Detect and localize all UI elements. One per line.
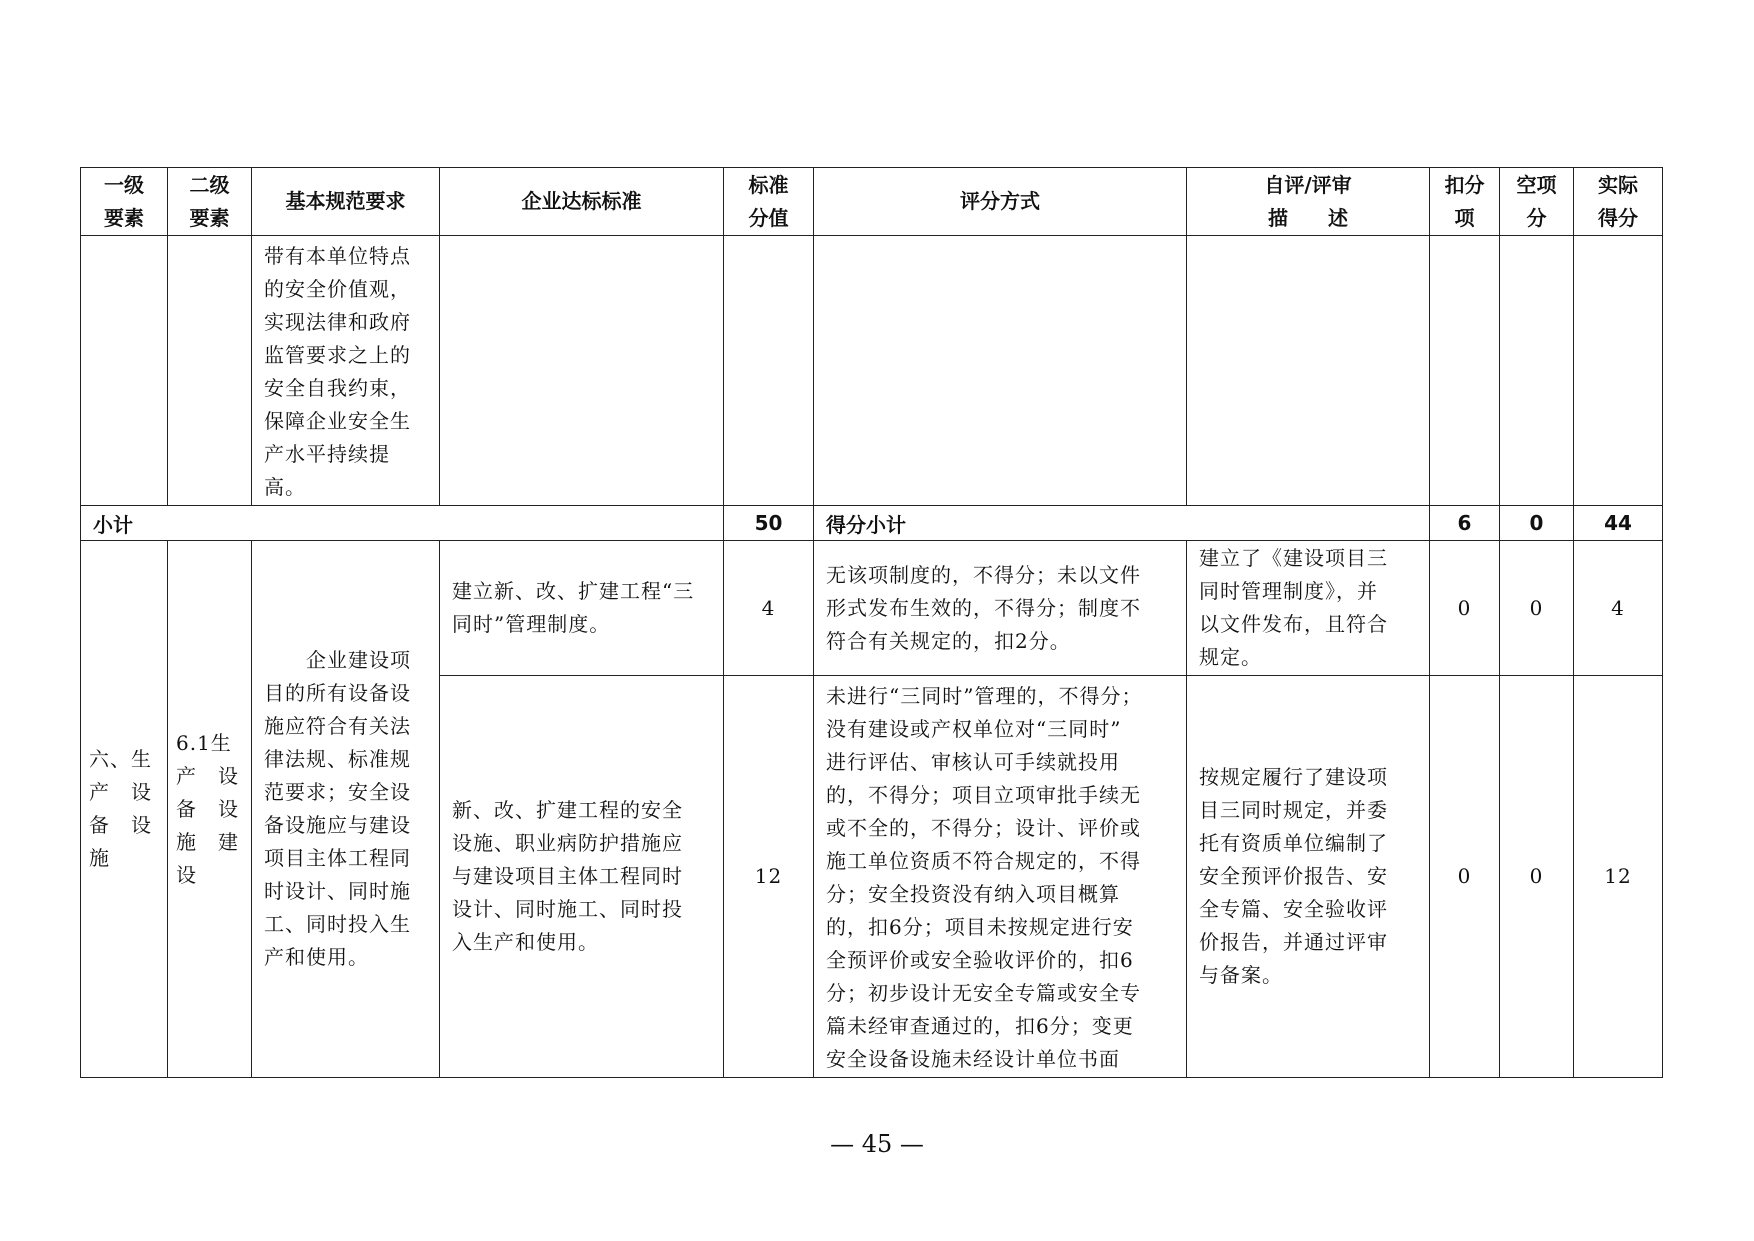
deduct-value: 0: [1430, 676, 1500, 1078]
subtotal-standard-score: 50: [724, 506, 814, 541]
continued-standard-score: [724, 236, 814, 506]
standard-score-value: 4: [724, 541, 814, 676]
header-enterprise-standard: 企业达标标准: [440, 168, 724, 236]
continued-level1: [81, 236, 168, 506]
deduct-value: 0: [1430, 541, 1500, 676]
scoring-method-text: 未进行“三同时”管理的，不得分； 没有建设或产权单位对“三同时” 进行评估、审核认可手续就投用 的，不得分；项目立项审批手续无 或不全的，不得分；设计、评价或 施工单位资质不符合规定的，不得 分；安全投资没有纳入项目概算 的，扣6分；项目未按规定进行安 全预评价或安全验收评价的，扣6 分；初步设计无安全专篇或安全专 篇未经审查通过的，扣6分；变更 安全设备设施未经设计单位书面: [814, 676, 1187, 1078]
page-number: — 45 —: [830, 1130, 924, 1158]
level1-element: 六、生 产 设 备 设 施: [81, 541, 168, 1078]
continued-basic-requirement: 带有本单位特点 的安全价值观， 实现法律和政府 监管要求之上的 安全自我约束， 保障企业安全生 产水平持续提 高。: [252, 236, 440, 506]
subtotal-row: [81, 506, 1663, 541]
header-empty-item: 空项 分: [1500, 168, 1574, 236]
header-standard-score: 标准 分值: [724, 168, 814, 236]
header-basic-requirement: 基本规范要求: [252, 168, 440, 236]
header-self-review: 自评/评审 描 述: [1187, 168, 1430, 236]
subtotal-deduct: 6: [1430, 506, 1500, 541]
enterprise-standard-text: 建立新、改、扩建工程“三 同时”管理制度。: [440, 541, 724, 676]
table-row: [81, 541, 1663, 676]
header-deduct: 扣分 项: [1430, 168, 1500, 236]
continued-empty: [1500, 236, 1574, 506]
continued-actual: [1574, 236, 1663, 506]
basic-requirement-text: 企业建设项 目的所有设备设 施应符合有关法 律法规、标准规 范要求；安全设 备设施应与建设 项目主体工程同 时设计、同时施 工、同时投入生 产和使用。: [252, 541, 440, 1078]
continued-self-review: [1187, 236, 1430, 506]
actual-score-value: 12: [1574, 676, 1663, 1078]
self-review-text: 建立了《建设项目三 同时管理制度》，并 以文件发布，且符合 规定。: [1187, 541, 1430, 676]
subtotal-scoring-label: 得分小计: [814, 506, 1430, 541]
header-level1: 一级 要素: [81, 168, 168, 236]
scoring-method-text: 无该项制度的，不得分；未以文件 形式发布生效的，不得分；制度不 符合有关规定的，扣2分。: [814, 541, 1187, 676]
header-actual-score: 实际 得分: [1574, 168, 1663, 236]
empty-value: 0: [1500, 676, 1574, 1078]
self-review-text: 按规定履行了建设项 目三同时规定，并委 托有资质单位编制了 安全预评价报告、安 全专篇、安全验收评 价报告，并通过评审 与备案。: [1187, 676, 1430, 1078]
subtotal-label: 小计: [81, 506, 724, 541]
subtotal-empty: 0: [1500, 506, 1574, 541]
header-scoring-method: 评分方式: [814, 168, 1187, 236]
continued-level2: [168, 236, 252, 506]
standard-score-value: 12: [724, 676, 814, 1078]
level2-element: 6.1生 产 设 备 设 施 建 设: [168, 541, 252, 1078]
actual-score-value: 4: [1574, 541, 1663, 676]
header-row: [81, 168, 1663, 236]
empty-value: 0: [1500, 541, 1574, 676]
continued-row: [81, 236, 1663, 506]
continued-enterprise-standard: [440, 236, 724, 506]
continued-scoring-method: [814, 236, 1187, 506]
evaluation-table: [80, 167, 1663, 1078]
header-level2: 二级 要素: [168, 168, 252, 236]
enterprise-standard-text: 新、改、扩建工程的安全 设施、职业病防护措施应 与建设项目主体工程同时 设计、同时施工、同时投 入生产和使用。: [440, 676, 724, 1078]
continued-deduct: [1430, 236, 1500, 506]
subtotal-actual: 44: [1574, 506, 1663, 541]
